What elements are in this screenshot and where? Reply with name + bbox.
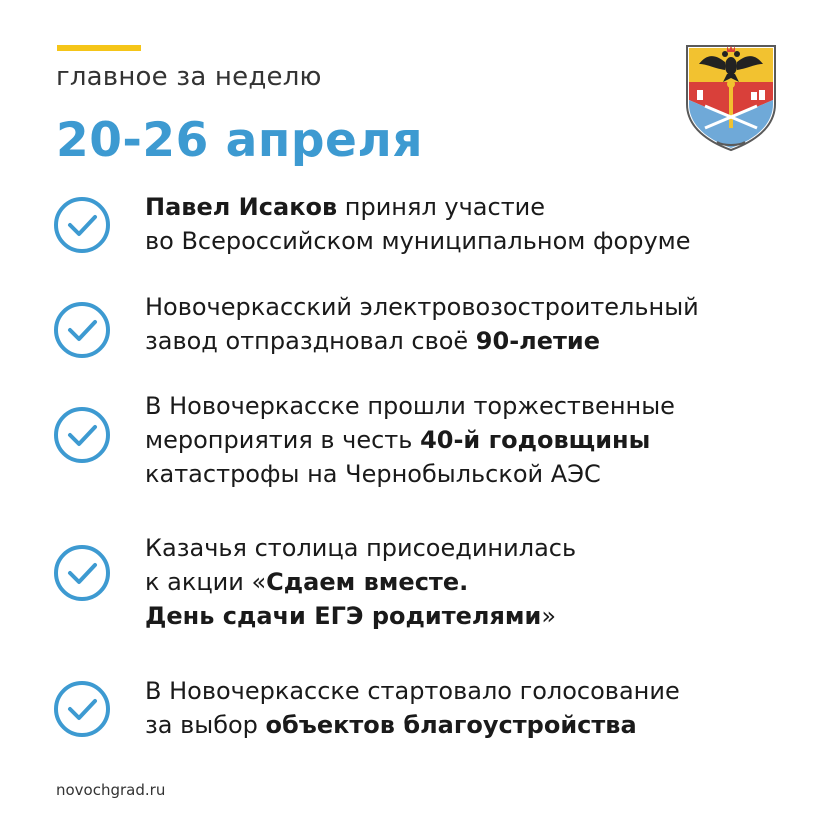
news-item-text-part: В Новочеркасске прошли торжественные <box>145 392 675 420</box>
news-item-bold-text: объектов благоустройства <box>265 711 637 739</box>
news-item-text <box>145 190 691 258</box>
news-item-text <box>145 531 576 633</box>
news-item-text-part: завод отпраздновал своё <box>145 327 476 355</box>
news-item-text-part: мероприятия в честь <box>145 426 421 454</box>
news-item-text <box>145 290 699 358</box>
checkmark-circle-icon <box>52 405 112 465</box>
news-item-bold-text: Павел Исаков <box>145 193 338 221</box>
news-item-text-part: к акции « <box>145 568 267 596</box>
news-item-bold-text: 40-й годовщины <box>420 426 651 454</box>
novocherkassk-coat-of-arms-icon <box>683 42 779 152</box>
accent-bar <box>57 45 141 51</box>
checkmark-circle-icon <box>52 300 112 360</box>
subtitle: главное за неделю <box>56 62 322 92</box>
news-item-text <box>145 674 680 742</box>
news-item-bold-text: День сдачи ЕГЭ родителями <box>145 602 542 630</box>
news-item-bold-text: Сдаем вместе. <box>266 568 469 596</box>
news-item-text-part: В Новочеркасске стартовало голосование <box>145 677 680 705</box>
page-title: 20-26 апреля <box>56 113 423 168</box>
news-item-text-part: » <box>541 602 557 630</box>
checkmark-circle-icon <box>52 543 112 603</box>
news-item-bold-text: 90-летие <box>475 327 601 355</box>
checkmark-circle-icon <box>52 679 112 739</box>
news-item-text-part: во Всероссийском муниципальном форуме <box>145 227 691 255</box>
news-item-text-part: за выбор <box>145 711 266 739</box>
news-item-text-part: Казачья столица присоединилась <box>145 534 577 562</box>
site-url: novochgrad.ru <box>56 781 166 799</box>
news-item-text-part: Новочеркасский электровозостроительный <box>145 293 699 321</box>
news-item-text <box>145 389 675 491</box>
news-item-text-part: принял участие <box>337 193 546 221</box>
checkmark-circle-icon <box>52 195 112 255</box>
news-item-text-part: катастрофы на Чернобыльской АЭС <box>145 460 601 488</box>
